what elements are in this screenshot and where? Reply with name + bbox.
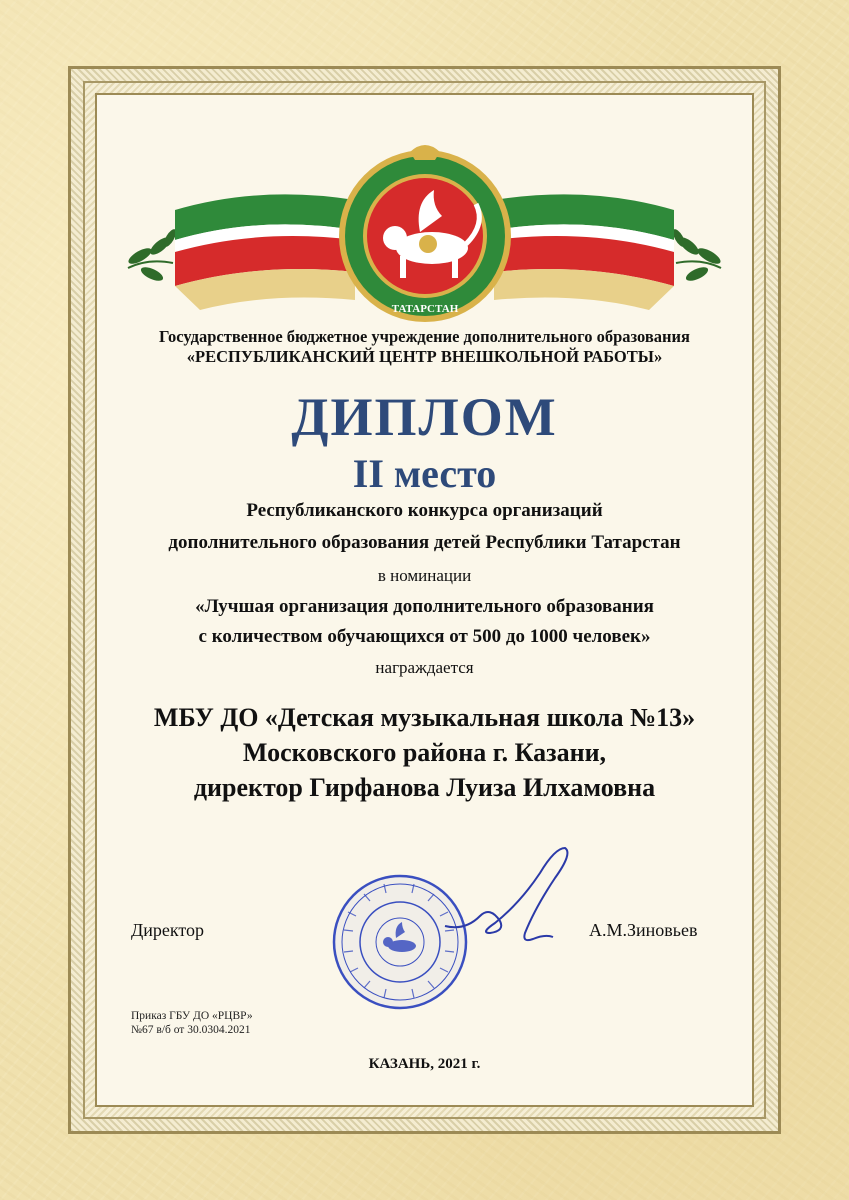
order-line-2: №67 в/б от 30.0304.2021 <box>131 1024 251 1036</box>
emblem-ring-text: ТАТАРСТАН <box>391 303 459 315</box>
director-signature <box>440 846 580 956</box>
contest-line-2: дополнительного образования детей Республики Татарстан <box>168 532 681 553</box>
recipient-line-2: Московского района г. Казани, <box>242 738 607 767</box>
flag-ribbon-left <box>175 194 355 310</box>
awarded-label: награждается <box>375 658 474 677</box>
recipient-line-1: МБУ ДО «Детская музыкальная школа №13» <box>153 703 696 732</box>
place-award: II место <box>352 451 497 496</box>
order-line-1: Приказ ГБУ ДО «РЦВР» <box>131 1010 253 1022</box>
nomination-label: в номинации <box>377 566 472 585</box>
signature-name: А.М.Зиновьев <box>589 920 698 940</box>
diploma-title: ДИПЛОМ <box>291 387 558 447</box>
nomination-line-2: с количеством обучающихся от 500 до 1000 человек» <box>198 626 651 647</box>
contest-line-1: Республиканского конкурса организаций <box>246 500 603 521</box>
organization-line-2: «РЕСПУБЛИКАНСКИЙ ЦЕНТР ВНЕШКОЛЬНОЙ РАБОТЫ» <box>186 347 663 366</box>
flag-ribbon-right <box>494 194 674 310</box>
signature-position: Директор <box>131 920 205 940</box>
right-branch-icon <box>671 227 723 283</box>
nomination-line-1: «Лучшая организация дополнительного образования <box>195 596 654 617</box>
recipient-line-3: директор Гирфанова Луиза Илхамовна <box>193 773 656 802</box>
city-year: КАЗАНЬ, 2021 г. <box>368 1056 481 1072</box>
left-branch-icon <box>126 227 178 283</box>
organization-line-1: Государственное бюджетное учреждение дополнительного образования <box>159 327 690 346</box>
tatarstan-emblem <box>0 0 849 330</box>
